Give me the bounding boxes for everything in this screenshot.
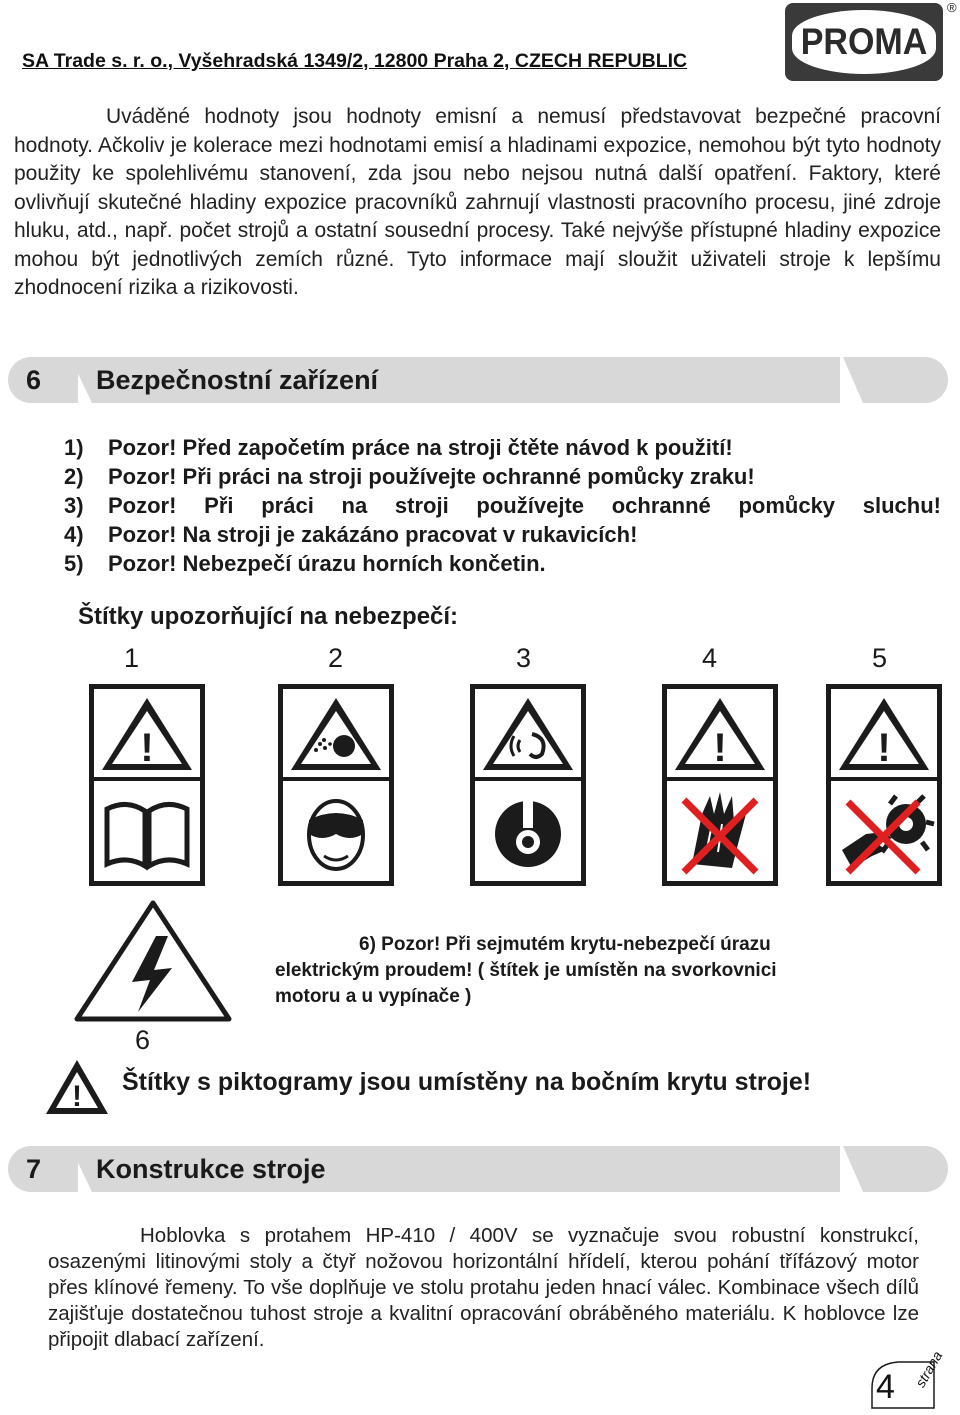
sign-number: 1: [124, 643, 140, 673]
warning-item: 5) Pozor! Nebezpečí úrazu horních končetin.: [64, 551, 546, 576]
warning-triangle-icon: [44, 1058, 110, 1121]
construction-paragraph: Hoblovka s protahem HP-410 / 400V se vyznačuje svou robustní konstrukcí, osazenými litinovými stoly a čtyř nožovou horizontální hřídelí, kterou pohání třífázový motor přes klínové řemeny. To vše doplňuje ve stolu protahu jeden hnací válec. Kombinace všech dílů zajišťuje dostatečnou tuhost stroje a kvalitní opracování obráběného materiálu. K hoblovce lze připojit dlabací zařízení.: [48, 1224, 919, 1351]
sign-no-gloves: [662, 684, 778, 886]
warning-list: [64, 433, 941, 578]
sign-number: 3: [516, 643, 532, 673]
sign-eye-protection: [278, 684, 394, 886]
sign-ear-protection: [470, 684, 586, 886]
section-7-header: [8, 1146, 948, 1192]
section-7-title: Konstrukce stroje: [96, 1154, 326, 1184]
page-number: 4: [876, 1368, 895, 1406]
warning-item: 3) Pozor! Při práci na stroji používejte ochranné pomůcky sluchu!: [64, 493, 941, 518]
svg-text:!: !: [713, 726, 727, 770]
company-address: SA Trade s. r. o., Vyšehradská 1349/2, 12800 Praha 2, CZECH REPUBLIC: [22, 50, 688, 72]
registered-mark: ®: [947, 0, 957, 15]
svg-text:!: !: [140, 726, 154, 770]
sign-hand-injury: [826, 684, 942, 886]
section-6-header: [8, 357, 948, 403]
electric-sign-number: 6: [135, 1025, 151, 1055]
section-7-bar-tail: [843, 1146, 948, 1192]
logo-text: PROMA: [800, 20, 928, 63]
labels-title: Štítky upozorňující na nebezpečí:: [78, 603, 459, 630]
sign-number: 5: [872, 643, 888, 673]
warning-item: 1) Pozor! Před započetím práce na stroji čtěte návod k použití!: [64, 435, 733, 460]
sign-number: 4: [702, 643, 718, 673]
pictogram-note: Štítky s piktogramy jsou umístěny na bočním krytu stroje!: [122, 1068, 812, 1096]
intro-paragraph: Uváděné hodnoty jsou hodnoty emisní a nemusí představovat bezpečné pracovní hodnoty. Ačkoliv je kolerace mezi hodnotami emisí a hladinami expozice, nemohou být tyto hodnoty použity ke spolehlivému stanovení, zda jsou nebo nejsou nutná další opatření. Faktory, které ovlivňují skutečné hladiny expozice pracovníků zahrnují vlastnosti pracovního procesu, jiné zdroje hluku, atd., např. počet strojů a ostatní sousední procesy. Také nejvýše přístupné hladiny expozice mohou být jednotlivých zemích různé. Tyto informace mají sloužit uživateli stroje k lepšímu zhodnocení rizika a rizikovosti.: [14, 105, 941, 299]
section-6-bar-tail: [843, 357, 948, 403]
sign-number: 2: [328, 643, 344, 673]
svg-text:!: !: [877, 726, 891, 770]
section-7-number: 7: [8, 1146, 78, 1192]
sign-electric-hazard: [74, 900, 232, 1027]
page-word: strana: [912, 1348, 946, 1390]
section-6-number: 6: [8, 357, 78, 403]
section-6-title: Bezpečnostní zařízení: [96, 365, 379, 395]
sign-read-manual: [89, 684, 205, 886]
warning-item: 2) Pozor! Při práci na stroji používejte ochranné pomůcky zraku!: [64, 464, 755, 489]
electric-bolt-icon: [132, 936, 172, 1012]
electric-note: 6) Pozor! Při sejmutém krytu-nebezpečí úrazu elektrickým proudem! ( štítek je umístěn na svorkovnici motoru a u vypínače ): [275, 934, 777, 1007]
proma-logo: [785, 3, 943, 81]
warning-item: 4) Pozor! Na stroji je zakázáno pracovat v rukavicích!: [64, 522, 638, 547]
read-manual-icon: [107, 804, 187, 868]
eye-protection-icon: [309, 801, 363, 869]
svg-text:!: !: [72, 1080, 82, 1113]
